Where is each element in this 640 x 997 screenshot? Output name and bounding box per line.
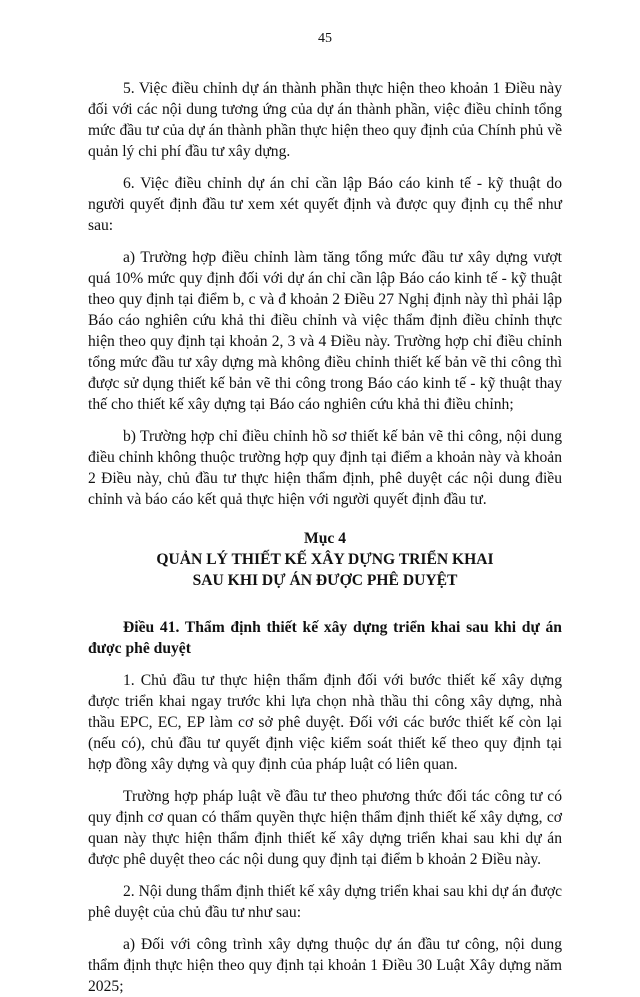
paragraph-article-41-clause-2: 2. Nội dung thẩm định thiết kế xây dựng triển khai sau khi dự án được phê duyệt của chủ đầu tư như sau: <box>88 883 562 921</box>
section-title-line-2: SAU KHI DỰ ÁN ĐƯỢC PHÊ DUYỆT <box>192 572 458 589</box>
section-heading <box>88 528 562 591</box>
paragraph-article-41-clause-1: 1. Chủ đầu tư thực hiện thẩm định đối với bước thiết kế xây dựng được triển khai ngay trước khi lựa chọn nhà thầu thi công xây dựng, nhà thầu EPC, EC, EP làm cơ sở phê duyệt. Đối với các bước thiết kế còn lại (nếu có), chủ đầu tư quyết định việc kiểm soát thiết kế theo quy định tại hợp đồng xây dựng và quy định của pháp luật có liên quan. <box>88 672 562 773</box>
page-number: 45 <box>318 31 332 46</box>
article-41-title: Điều 41. Thẩm định thiết kế xây dựng triển khai sau khi dự án được phê duyệt <box>88 619 562 657</box>
section-title-line-1: QUẢN LÝ THIẾT KẾ XÂY DỰNG TRIỂN KHAI <box>156 551 494 568</box>
paragraph-ppp-case: Trường hợp pháp luật về đầu tư theo phương thức đối tác công tư có quy định cơ quan có thẩm quyền thực hiện thẩm định thiết kế xây dựng, cơ quan này thực hiện thẩm định thiết kế xây dựng triển khai sau khi dự án được phê duyệt theo các nội dung quy định tại điểm b khoản 2 Điều này. <box>88 788 562 868</box>
paragraph-clause-5: 5. Việc điều chỉnh dự án thành phần thực hiện theo khoản 1 Điều này đối với các nội dung tương ứng của dự án thành phần, việc điều chỉnh tổng mức đầu tư của dự án thành phần thực hiện theo quy định của Chính phủ về quản lý chi phí đầu tư xây dựng. <box>88 80 562 160</box>
paragraph-point-a: a) Trường hợp điều chỉnh làm tăng tổng mức đầu tư xây dựng vượt quá 10% mức quy định đối với dự án chỉ cần lập Báo cáo kinh tế - kỹ thuật theo quy định tại điểm b, c và đ khoản 2 Điều 27 Nghị định này thì phải lập Báo cáo nghiên cứu khả thi điều chỉnh và việc thẩm định điều chỉnh thực hiện theo quy định tại khoản 2, 3 và 4 Điều này. Trường hợp chỉ điều chỉnh tổng mức đầu tư xây dựng mà không điều chỉnh thiết kế bản vẽ thi công thì được sử dụng thiết kế bản vẽ thi công trong Báo cáo kinh tế - kỹ thuật thay thế cho thiết kế xây dựng tại Báo cáo nghiên cứu khả thi điều chỉnh; <box>88 249 562 413</box>
paragraph-point-b: b) Trường hợp chỉ điều chỉnh hồ sơ thiết kế bản vẽ thi công, nội dung điều chỉnh không thuộc trường hợp quy định tại điểm a khoản này và khoản 2 Điều này, chủ đầu tư thực hiện thẩm định, phê duyệt các nội dung điều chỉnh và báo cáo kết quả thực hiện với người quyết định đầu tư. <box>88 428 562 508</box>
paragraph-article-41-point-a: a) Đối với công trình xây dựng thuộc dự án đầu tư công, nội dung thẩm định thực hiện theo quy định tại khoản 1 Điều 30 Luật Xây dựng năm 2025; <box>88 936 562 995</box>
paragraph-clause-6: 6. Việc điều chỉnh dự án chỉ cần lập Báo cáo kinh tế - kỹ thuật do người quyết định đầu tư xem xét quyết định và được quy định cụ thể như sau: <box>88 175 562 234</box>
section-label: Mục 4 <box>303 530 346 547</box>
